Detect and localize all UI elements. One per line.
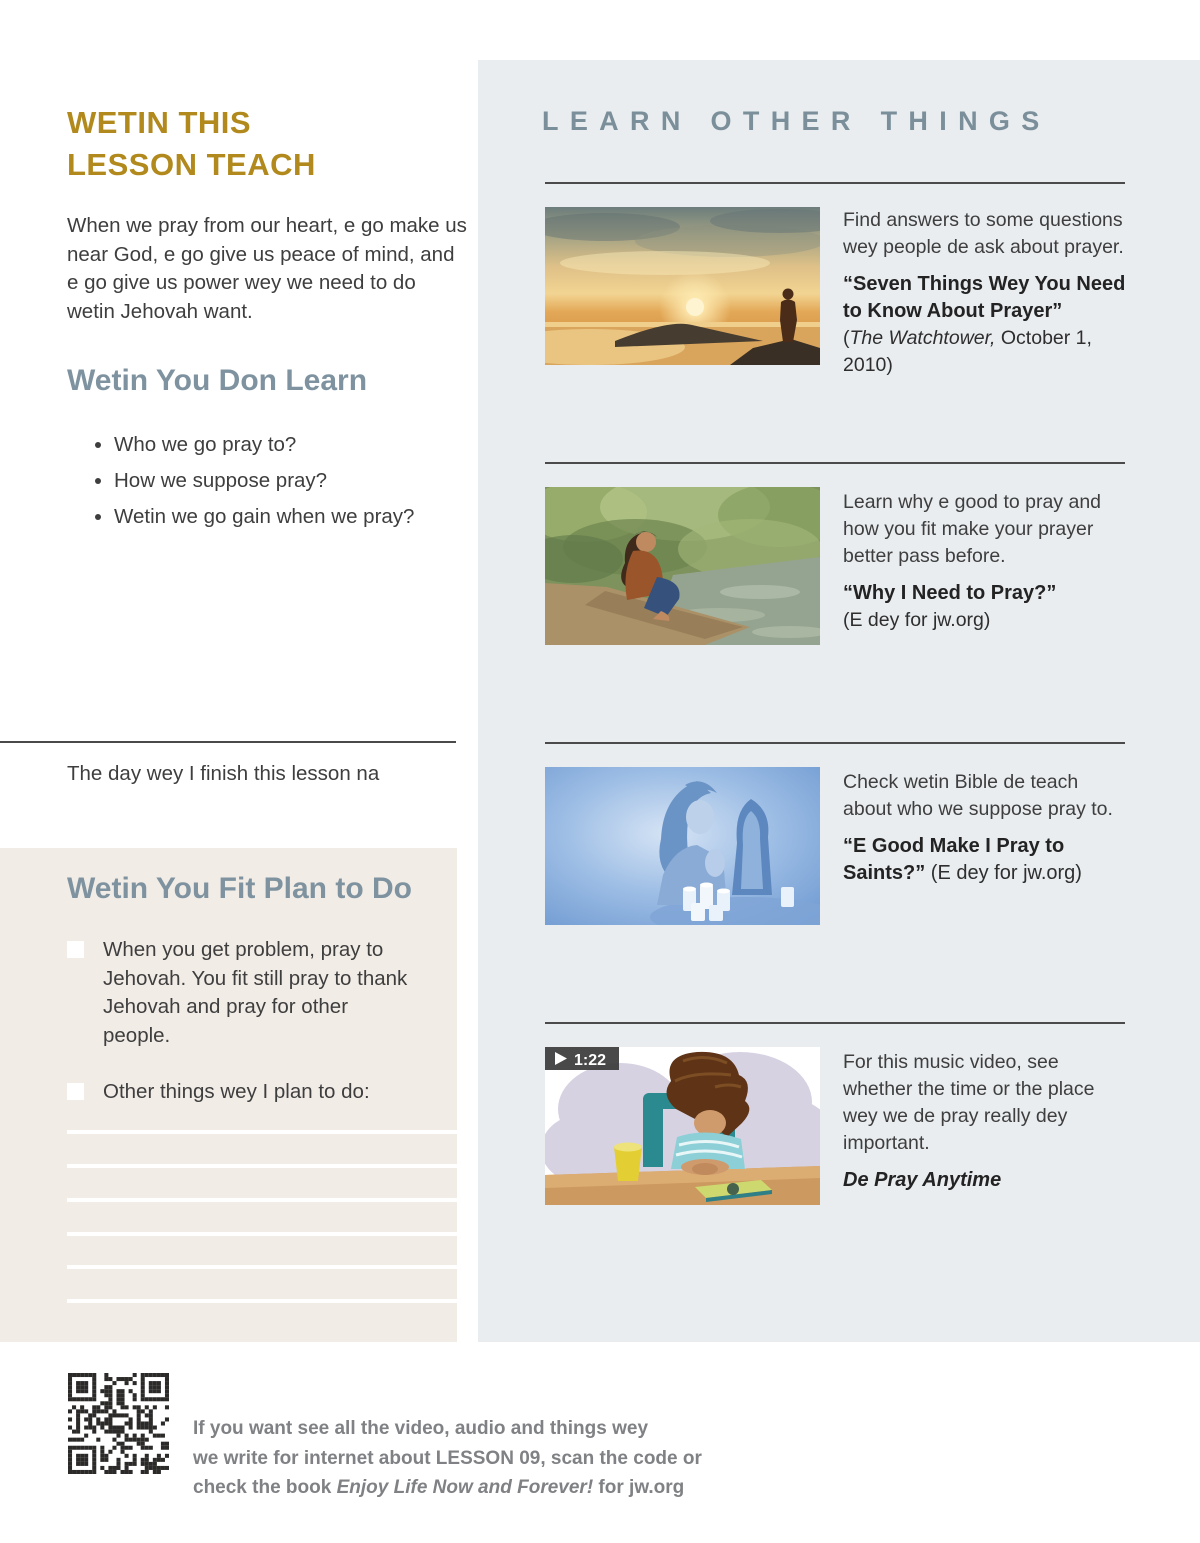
lesson-teach-heading-line1: WETIN THIS [67,105,252,140]
learn-bullet-3: • Wetin we go gain when we pray? [114,504,414,530]
plan-box [0,848,457,1342]
resource-4-title: De Pray Anytime [843,1169,1002,1191]
wetin-you-fit-plan-heading: Wetin You Fit Plan to Do [67,872,412,905]
divider-line [0,741,456,743]
praying-to-statue-image [545,767,820,925]
footer-book-title: Enjoy Life Now and Forever! [336,1477,594,1498]
writing-line-2[interactable] [67,1164,457,1168]
plan-item-1-text: When you get problem, pray to Jehovah. You fit still pray to thank Jehovah and pray for other people. [103,938,408,1047]
video-duration: 1:22 [574,1052,607,1069]
sunset-sea-thumbnail[interactable] [545,207,820,365]
resource-4-text [843,1049,1127,1194]
video-duration-badge [545,1047,619,1070]
video-thumbnail[interactable] [545,1047,820,1205]
resource-1-text [843,207,1127,379]
lesson-teach-heading [67,102,316,186]
river-scene-image [545,487,820,645]
footer-line2: we write for internet about LESSON 09, scan the code or [193,1447,702,1469]
plan-item-2-text: Other things wey I plan to do: [103,1080,370,1103]
resource-1-source-post: October 1, 2010) [843,327,1092,376]
resource-2-source: (E dey for jw.org) [843,609,991,631]
sunset-sea-image [545,207,820,365]
learn-bullet-1: • Who we go pray to? [114,432,414,458]
resource-4-desc: For this music video, see whether the time or the place wey we de pray really dey important. [843,1051,1095,1154]
footer-note [193,1414,702,1503]
praying-girl-video-image [545,1047,820,1205]
resource-1-title: “Seven Things Wey You Need to Know About Prayer” [843,273,1126,322]
resource-3-title-bold: “E Good Make I Pray to Saints?” [843,835,1065,884]
section-divider-1 [545,182,1125,184]
resource-2-desc: Learn why e good to pray and how you fit make your prayer better pass before. [843,491,1102,567]
resource-3-text [843,769,1127,887]
completion-date-line: The day wey I finish this lesson na [67,762,380,785]
writing-line-1[interactable] [67,1130,457,1134]
wetin-you-don-learn-heading: Wetin You Don Learn [67,364,368,397]
resource-2-text [843,489,1127,634]
learn-other-things-heading: LEARN OTHER THINGS [542,106,1051,136]
writing-line-6[interactable] [67,1299,457,1303]
qr-code [68,1373,169,1474]
section-divider-2 [545,462,1125,464]
praying-to-statue-thumbnail[interactable] [545,767,820,925]
writing-line-4[interactable] [67,1232,457,1236]
lesson-teach-paragraph: When we pray from our heart, e go make us near God, e go give us peace of mind, and e go give us power wey we need to do wetin Jehovah want. [67,214,467,323]
plan-checkbox-2[interactable] [67,1083,84,1100]
learn-other-things-panel [478,60,1200,1342]
lesson-teach-heading-line2: LESSON TEACH [67,147,316,182]
resource-3-title [843,833,1127,887]
writing-line-3[interactable] [67,1198,457,1202]
resource-1-source [843,325,1127,379]
resource-2-title: “Why I Need to Pray?” [843,582,1057,604]
learn-bullet-list [92,432,414,540]
resource-1-source-italic: The Watchtower, [849,327,996,349]
footer-line1: If you want see all the video, audio and things wey [193,1418,649,1439]
plan-item-2 [67,1078,419,1107]
footer-line3-post: for jw.org [593,1477,685,1498]
resource-3-desc: Check wetin Bible de teach about who we suppose pray to. [843,771,1113,820]
resource-1-desc: Find answers to some questions wey people de ask about prayer. [843,209,1124,258]
writing-line-5[interactable] [67,1265,457,1269]
qr-code-image [68,1373,169,1474]
plan-item-1 [67,936,419,1050]
footer-line3-pre: check the book [193,1477,337,1498]
resource-3-source: (E dey for jw.org) [925,862,1082,884]
plan-checkbox-1[interactable] [67,941,84,958]
learn-bullet-2: • How we suppose pray? [114,468,414,494]
section-divider-3 [545,742,1125,744]
cup [614,1143,642,1182]
resource-1-source-pre: ( [843,327,850,349]
section-divider-4 [545,1022,1125,1024]
river-scene-thumbnail[interactable] [545,487,820,645]
